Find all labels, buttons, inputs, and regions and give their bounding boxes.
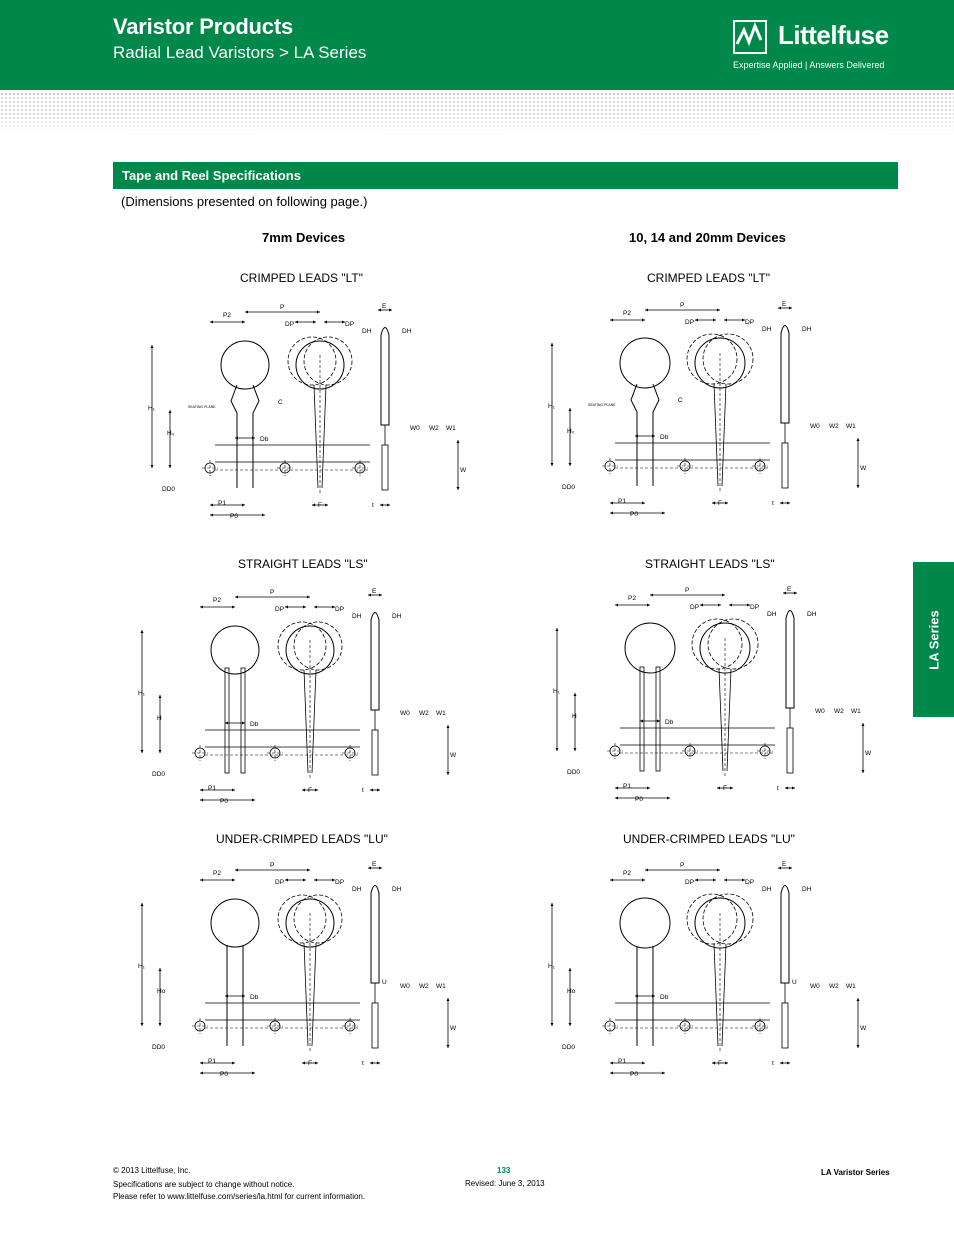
dim-label-w0: W0 [410, 425, 420, 432]
dim-label-h: H [157, 715, 162, 722]
dim-label-p0: P0 [220, 798, 228, 805]
varistor-body [211, 626, 259, 674]
dim-label-p1: P1 [623, 783, 631, 790]
dim-label-dp: DP [335, 879, 345, 886]
dim-label-t: t [772, 1060, 774, 1067]
dim-label-seating: SEATING PLANE [188, 405, 216, 409]
tolerance-outline [304, 337, 352, 385]
side-view-body [781, 326, 789, 424]
dim-label-t: t [777, 785, 779, 792]
dim-label-db: Db [660, 434, 669, 441]
dim-label-db: Db [250, 994, 259, 1001]
dim-label-p0: P0 [630, 511, 638, 518]
dim-label-w1: W1 [846, 423, 856, 430]
side-tab-label: LA Series [926, 609, 941, 670]
dim-label-e: E [782, 861, 787, 868]
dim-label-dh: DH [352, 886, 362, 893]
dim-label-p0: P0 [635, 796, 643, 803]
dim-label-p0: P0 [220, 1071, 228, 1078]
lead-right [253, 385, 259, 488]
tolerance-outline [692, 619, 742, 669]
dim-label-c: C [678, 397, 683, 404]
dim-label-ho: Ho [567, 988, 576, 995]
tape-diagram-crimped-large [540, 298, 880, 523]
diagram-title-crimped-7mm: CRIMPED LEADS "LT" [240, 271, 363, 285]
side-view-tape [782, 443, 788, 488]
dim-label-w2: W2 [829, 423, 839, 430]
tolerance-outline [294, 895, 342, 943]
dim-label-t: t [372, 502, 374, 509]
dim-label-f: F [723, 785, 727, 792]
dim-label-p2: P2 [628, 595, 636, 602]
dim-label-dp: DP [685, 879, 695, 886]
dim-label-u: U [382, 979, 387, 986]
dim-label-dd0: DD0 [152, 1044, 166, 1051]
dim-label-p0: P0 [630, 1071, 638, 1078]
dim-label-dp: DP [275, 879, 285, 886]
dim-label-dp: DP [750, 604, 760, 611]
tolerance-outline [708, 619, 758, 669]
side-view-tape [372, 1003, 378, 1048]
dim-label-h0: H₀ [567, 428, 575, 435]
tape-diagram-straight-7mm [130, 585, 470, 810]
column-heading-10-14-20mm: 10, 14 and 20mm Devices [629, 230, 786, 245]
tape-diagram-under-large [540, 858, 880, 1083]
dim-label-w: W [860, 1025, 867, 1032]
dim-label-f: F [718, 1060, 722, 1067]
dim-label-p: P [270, 862, 275, 869]
dim-label-u: U [792, 979, 797, 986]
dim-label-dh: DH [352, 613, 362, 620]
diagram-title-under-7mm: UNDER-CRIMPED LEADS "LU" [216, 832, 388, 846]
dim-label-w1: W1 [446, 425, 456, 432]
dim-label-e: E [372, 588, 377, 595]
dim-label-w2: W2 [829, 983, 839, 990]
dim-label-w1: W1 [846, 983, 856, 990]
tolerance-outline [687, 334, 737, 384]
tolerance-outline [294, 622, 342, 670]
dim-label-p1: P1 [618, 1058, 626, 1065]
dim-label-w: W [460, 467, 467, 474]
diagram-title-under-large: UNDER-CRIMPED LEADS "LU" [623, 832, 795, 846]
dim-label-dd0: DD0 [562, 484, 576, 491]
dim-label-t: t [362, 1060, 364, 1067]
dim-label-t: t [362, 787, 364, 794]
dim-label-db: Db [250, 721, 259, 728]
dim-label-h1: H₁ [548, 403, 555, 410]
dim-label-p0: P0 [230, 513, 238, 520]
tolerance-outline [703, 894, 753, 944]
dim-label-w0: W0 [815, 708, 825, 715]
dim-label-h1: H₁ [148, 405, 155, 412]
dim-label-p1: P1 [218, 500, 226, 507]
dim-label-h1: H₁ [138, 963, 145, 970]
dim-label-h: H [572, 713, 577, 720]
dim-label-p2: P2 [213, 870, 221, 877]
dim-label-dd0: DD0 [162, 486, 176, 493]
dim-label-db: Db [660, 994, 669, 1001]
dim-label-dd0: DD0 [567, 769, 581, 776]
dim-label-w: W [450, 1025, 457, 1032]
dim-label-w1: W1 [436, 983, 446, 990]
dim-label-w: W [450, 752, 457, 759]
tolerance-outline [687, 894, 737, 944]
series-side-tab [913, 562, 954, 717]
dim-label-dh: DH [762, 886, 772, 893]
dim-label-dp: DP [690, 604, 700, 611]
dim-label-p: P [680, 862, 685, 869]
dim-label-p2: P2 [213, 597, 221, 604]
page-number: 133 [497, 1166, 511, 1175]
varistor-body [211, 899, 259, 947]
dim-label-h1: H₁ [548, 963, 555, 970]
dim-label-dh: DH [802, 326, 812, 333]
tape-diagram-straight-large [545, 583, 885, 808]
side-view-tape [782, 1003, 788, 1048]
dim-label-f: F [308, 1060, 312, 1067]
footer-disclaimer: Specifications are subject to change without notice. [113, 1180, 295, 1189]
dim-label-w0: W0 [400, 983, 410, 990]
dim-label-dd0: DD0 [562, 1044, 576, 1051]
page-header [0, 0, 954, 90]
varistor-body [625, 623, 675, 673]
dim-label-p: P [685, 587, 690, 594]
logo-mark-icon [733, 20, 773, 56]
dim-label-h1: H₁ [138, 690, 145, 697]
dim-label-p: P [280, 304, 285, 311]
dim-label-p1: P1 [618, 498, 626, 505]
section-title: Tape and Reel Specifications [122, 168, 301, 183]
dim-label-dp: DP [745, 319, 755, 326]
dim-label-ho: Ho [157, 988, 166, 995]
lead-right [241, 668, 245, 773]
logo-wordmark: Littelfuse [778, 20, 889, 50]
dim-label-e: E [782, 301, 787, 308]
lead-left [231, 385, 237, 488]
dim-label-p1: P1 [208, 1058, 216, 1065]
dim-label-dh: DH [362, 328, 372, 335]
dim-label-w0: W0 [400, 710, 410, 717]
side-view-body [371, 613, 379, 711]
dim-label-w1: W1 [436, 710, 446, 717]
dim-label-dh: DH [392, 613, 402, 620]
diagram-title-crimped-large: CRIMPED LEADS "LT" [647, 271, 770, 285]
dim-label-h1: H₁ [553, 688, 560, 695]
dim-label-c: C [278, 399, 283, 406]
tape-diagram-under-7mm [130, 858, 470, 1083]
dim-label-w0: W0 [810, 423, 820, 430]
dim-label-dh: DH [802, 886, 812, 893]
footer-series-name: LA Varistor Series [821, 1168, 890, 1177]
dim-label-dp: DP [745, 879, 755, 886]
dim-label-w1: W1 [851, 708, 861, 715]
dim-label-p: P [270, 589, 275, 596]
tape-diagram-crimped-7mm [140, 300, 480, 525]
section-header [113, 162, 898, 189]
dim-label-dp: DP [335, 606, 345, 613]
lead-left [631, 384, 637, 486]
footer-revised-date: Revised: June 3, 2013 [465, 1179, 545, 1188]
column-heading-7mm: 7mm Devices [262, 230, 346, 245]
dim-label-db: Db [260, 436, 269, 443]
tolerance-outline [288, 337, 336, 385]
side-view-tape [382, 445, 388, 490]
dim-label-p: P [680, 302, 685, 309]
lead-left [225, 668, 229, 773]
dim-label-w2: W2 [419, 983, 429, 990]
dim-label-db: Db [665, 719, 674, 726]
tolerance-outline [703, 334, 753, 384]
varistor-body [620, 898, 670, 948]
dim-label-t: t [772, 500, 774, 507]
dim-label-seating: SEATING PLANE [588, 403, 616, 407]
dim-label-w0: W0 [810, 983, 820, 990]
dim-label-w: W [865, 750, 872, 757]
dim-label-p2: P2 [623, 310, 631, 317]
diagram-title-straight-7mm: STRAIGHT LEADS "LS" [238, 557, 368, 571]
page-title: Varistor Products [113, 14, 293, 39]
dim-label-dh: DH [402, 328, 412, 335]
dim-label-f: F [718, 500, 722, 507]
diagram-title-straight-large: STRAIGHT LEADS "LS" [645, 557, 775, 571]
dim-label-dp: DP [685, 319, 695, 326]
dim-label-dp: DP [345, 321, 355, 328]
lead-left [640, 667, 644, 771]
varistor-body [221, 341, 269, 389]
dim-label-e: E [787, 586, 792, 593]
lead-right [653, 384, 659, 486]
logo-tagline: Expertise Applied | Answers Delivered [733, 60, 885, 70]
side-view-body [786, 611, 794, 709]
dim-label-f: F [318, 502, 322, 509]
side-view-tape [372, 730, 378, 775]
dim-label-e: E [372, 861, 377, 868]
side-view-body [781, 886, 789, 984]
lead-right [656, 667, 660, 771]
dim-label-dd0: DD0 [152, 771, 166, 778]
dim-label-dp: DP [285, 321, 295, 328]
footer-copyright: © 2013 Littelfuse, Inc. [113, 1166, 191, 1175]
footer-url-note: Please refer to www.littelfuse.com/series/la.html for current information. [113, 1192, 366, 1201]
dim-label-p2: P2 [223, 312, 231, 319]
dim-label-dh: DH [767, 611, 777, 618]
varistor-body [620, 338, 670, 388]
side-view-tape [787, 728, 793, 773]
dim-label-h0: H₀ [167, 430, 175, 437]
side-view-body [371, 886, 379, 984]
dim-label-p2: P2 [623, 870, 631, 877]
dim-label-p1: P1 [208, 785, 216, 792]
dim-label-e: E [382, 303, 387, 310]
dim-label-w2: W2 [419, 710, 429, 717]
dim-label-dp: DP [275, 606, 285, 613]
dim-label-dh: DH [392, 886, 402, 893]
dim-label-f: F [308, 787, 312, 794]
littelfuse-logo [733, 20, 903, 72]
tolerance-outline [278, 622, 326, 670]
dim-label-w: W [860, 465, 867, 472]
dim-label-w2: W2 [429, 425, 439, 432]
page-subtitle: Radial Lead Varistors > LA Series [113, 43, 367, 62]
side-view-body [381, 328, 389, 426]
section-note: (Dimensions presented on following page.) [121, 194, 368, 209]
tolerance-outline [278, 895, 326, 943]
dim-label-w2: W2 [834, 708, 844, 715]
dim-label-dh: DH [762, 326, 772, 333]
dim-label-dh: DH [807, 611, 817, 618]
